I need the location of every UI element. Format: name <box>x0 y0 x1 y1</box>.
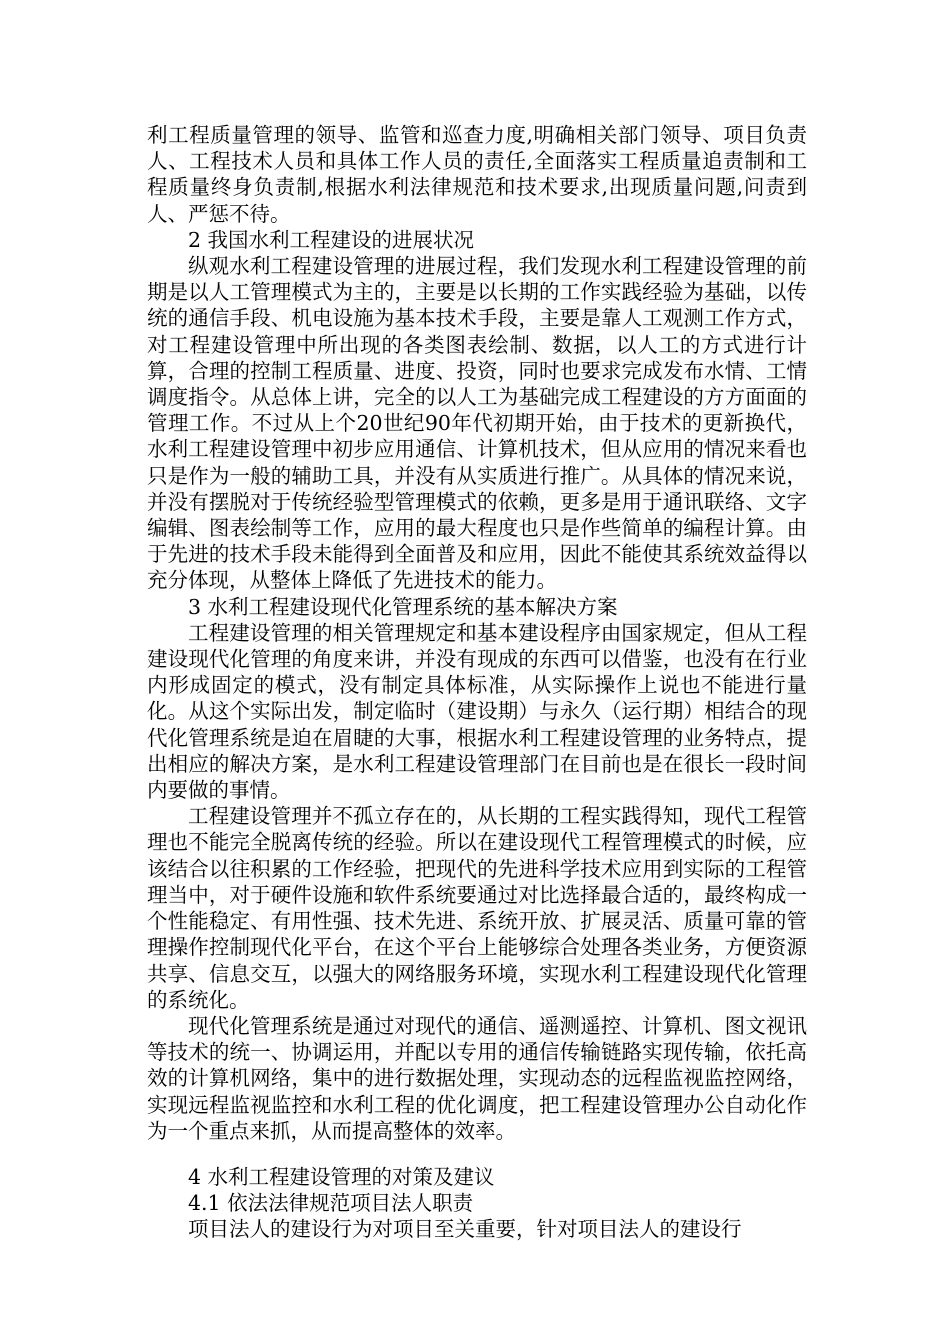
paragraph-section-4-1: 项目法人的建设行为对项目至关重要，针对项目法人的建设行 <box>188 1217 742 1242</box>
section-heading-3: 3 水利工程建设现代化管理系统的基本解决方案 <box>188 594 618 619</box>
paragraph-section-3a: 工程建设管理的相关管理规定和基本建设程序由国家规定，但从工程建设现代化管理的角度来讲，并没有现成的东西可以借鉴，也没有在行业内形成固定的模式，没有制定具体标准，从实际操作上说也不能进行量化。从这个实际出发，制定临时（建设期）与永久（运行期）相结合的现代化管理系统是迫在眉睫的大事，根据水利工程建设管理的业务特点，提出相应的解决方案，是水利工程建设管理部门在目前也是在很长一段时间内要做的事情。 <box>147 620 807 803</box>
paragraph-intro: 利工程质量管理的领导、监管和巡查力度,明确相关部门领导、项目负责人、工程技术人员和具体工作人员的责任,全面落实工程质量追责制和工程质量终身负责制,根据水利法律规范和技术要求,出现质量问题,问责到人、严惩不待。 <box>147 123 807 226</box>
section-heading-4: 4 水利工程建设管理的对策及建议 <box>188 1164 495 1189</box>
paragraph-section-2: 纵观水利工程建设管理的进展过程，我们发现水利工程建设管理的前期是以人工管理模式为主的，主要是以长期的工作实践经验为基础，以传统的通信手段、机电设施为基本技术手段，主要是靠人工观测工作方式，对工程建设管理中所出现的各类图表绘制、数据，以人工的方式进行计算，合理的控制工程质量、进度、投资，同时也要求完成发布水情、工情调度指令。从总体上讲，完全的以人工为基础完成工程建设的方方面面的管理工作。不过从上个20世纪90年代初期开始，由于技术的更新换代，水利工程建设管理中初步应用通信、计算机技术，但从应用的情况来看也只是作为一般的辅助工具，并没有从实质进行推广。从具体的情况来说，并没有摆脱对于传统经验型管理模式的依赖，更多是用于通讯联络、文字编辑、图表绘制等工作，应用的最大程度也只是作些简单的编程计算。由于先进的技术手段未能得到全面普及和应用，因此不能使其系统效益得以充分体现，从整体上降低了先进技术的能力。 <box>147 254 807 593</box>
paragraph-section-3c: 现代化管理系统是通过对现代的通信、遥测遥控、计算机、图文视讯等技术的统一、协调运用，并配以专用的通信传输链路实现传输，依托高效的计算机网络，集中的进行数据处理，实现动态的远程监视监控网络，实现远程监视监控和水利工程的优化调度，把工程建设管理办公自动化作为一个重点来抓，从而提高整体的效率。 <box>147 1013 807 1143</box>
paragraph-section-3b: 工程建设管理并不孤立存在的，从长期的工程实践得知，现代工程管理也不能完全脱离传统的经验。所以在建设现代工程管理模式的时候，应该结合以往积累的工作经验，把现代的先进科学技术应用到实际的工程管理当中，对于硬件设施和软件系统要通过对比选择最合适的，最终构成一个性能稳定、有用性强、技术先进、系统开放、扩展灵活、质量可靠的管理操作控制现代化平台，在这个平台上能够综合处理各类业务，方便资源共享、信息交互，以强大的网络服务环境，实现水利工程建设现代化管理的系统化。 <box>147 804 807 1012</box>
section-heading-2: 2 我国水利工程建设的进展状况 <box>188 227 475 252</box>
document-body <box>147 122 807 1243</box>
subsection-heading-4-1: 4.1 依法法律规范项目法人职责 <box>188 1191 474 1216</box>
